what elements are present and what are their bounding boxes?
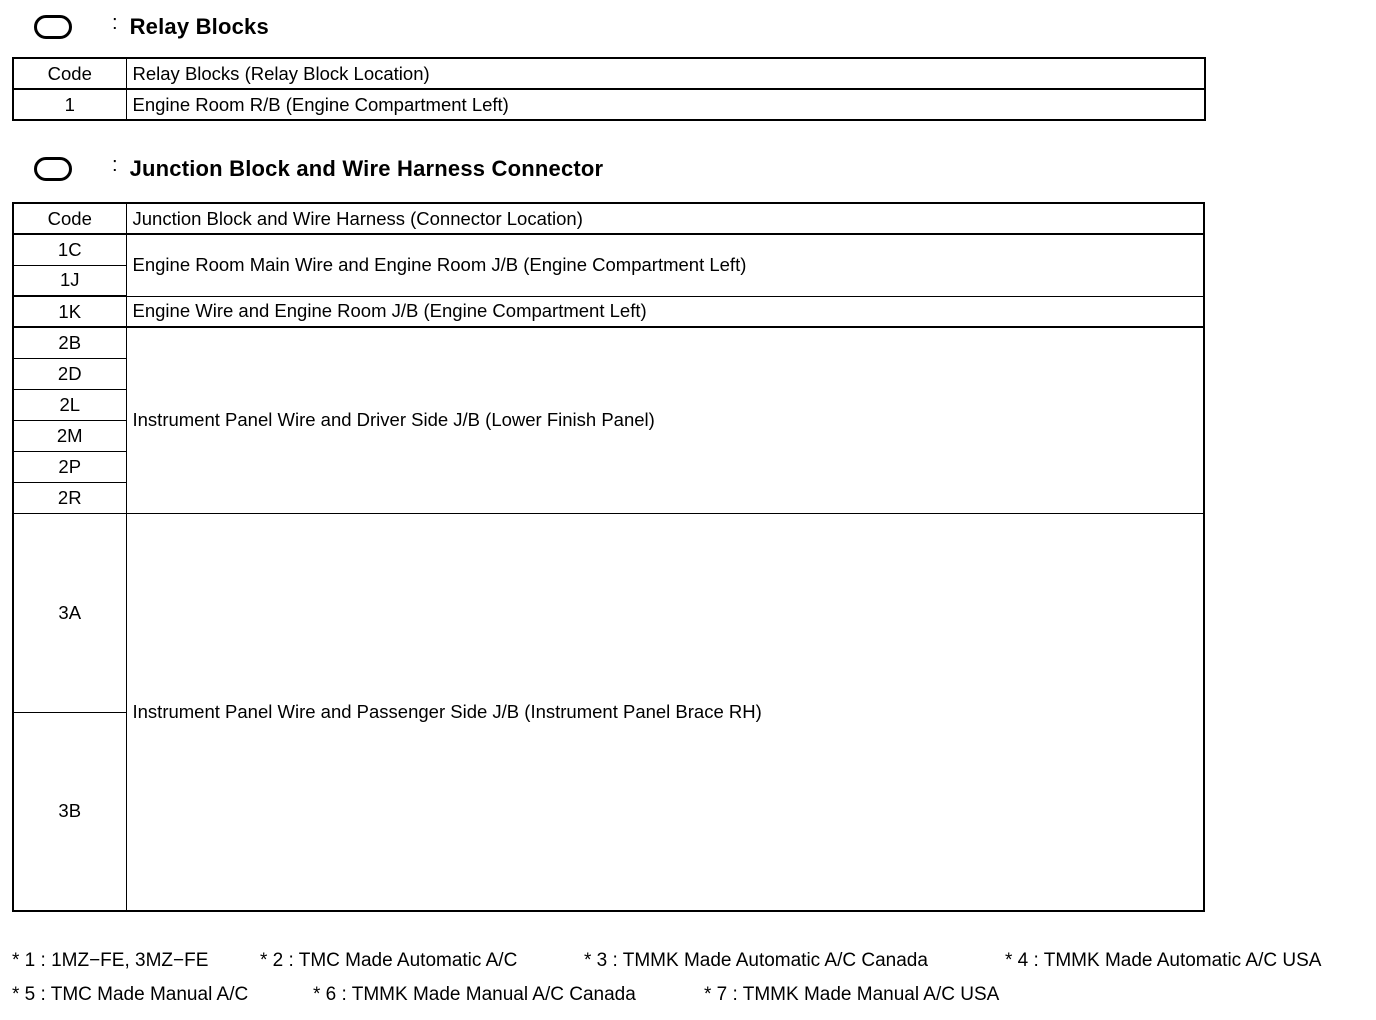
footnote-6: * 6 : TMMK Made Manual A/C Canada — [313, 984, 636, 1005]
junction-block-symbol-icon — [34, 157, 72, 181]
row-location: Instrument Panel Wire and Passenger Side J/B (Instrument Panel Brace RH) — [126, 513, 1204, 911]
row-code: 2M — [13, 420, 126, 451]
header-code: Code — [13, 58, 126, 89]
row-code: 2B — [13, 327, 126, 358]
relay-blocks-title: Relay Blocks — [129, 14, 269, 39]
header-location: Relay Blocks (Relay Block Location) — [126, 58, 1205, 89]
relay-blocks-table — [12, 57, 1206, 121]
row-code: 1J — [13, 265, 126, 296]
row-code: 3A — [13, 513, 126, 712]
row-code: 2D — [13, 358, 126, 389]
table-row — [13, 234, 1204, 265]
junction-block-table — [12, 202, 1205, 912]
table-row — [13, 327, 1204, 358]
header-location: Junction Block and Wire Harness (Connector Location) — [126, 203, 1204, 234]
table-row — [13, 89, 1205, 120]
table-row — [13, 513, 1204, 712]
table-row — [13, 296, 1204, 327]
row-location: Engine Room R/B (Engine Compartment Left) — [126, 89, 1205, 120]
junction-block-title: Junction Block and Wire Harness Connector — [129, 156, 604, 181]
row-code: 2R — [13, 482, 126, 513]
relay-block-symbol-icon — [34, 15, 72, 39]
junction-block-heading — [34, 153, 604, 182]
table-header-row — [13, 58, 1205, 89]
row-code: 2P — [13, 451, 126, 482]
footnote-3: * 3 : TMMK Made Automatic A/C Canada — [584, 950, 928, 971]
footnote-1: * 1 : 1MZ−FE, 3MZ−FE — [12, 950, 209, 971]
row-code: 1 — [13, 89, 126, 120]
heading-colon: : — [112, 11, 118, 34]
header-code: Code — [13, 203, 126, 234]
heading-colon: : — [112, 153, 118, 176]
table-header-row — [13, 203, 1204, 234]
row-code: 3B — [13, 712, 126, 911]
row-code: 1K — [13, 296, 126, 327]
footnote-2: * 2 : TMC Made Automatic A/C — [260, 950, 518, 971]
footnote-7: * 7 : TMMK Made Manual A/C USA — [704, 984, 1000, 1005]
row-location: Engine Room Main Wire and Engine Room J/B (Engine Compartment Left) — [126, 234, 1204, 296]
row-location: Engine Wire and Engine Room J/B (Engine Compartment Left) — [126, 296, 1204, 327]
row-location: Instrument Panel Wire and Driver Side J/B (Lower Finish Panel) — [126, 327, 1204, 513]
row-code: 2L — [13, 389, 126, 420]
row-code: 1C — [13, 234, 126, 265]
footnote-4: * 4 : TMMK Made Automatic A/C USA — [1005, 950, 1322, 971]
relay-blocks-heading — [34, 11, 269, 40]
footnote-5: * 5 : TMC Made Manual A/C — [12, 984, 249, 1005]
